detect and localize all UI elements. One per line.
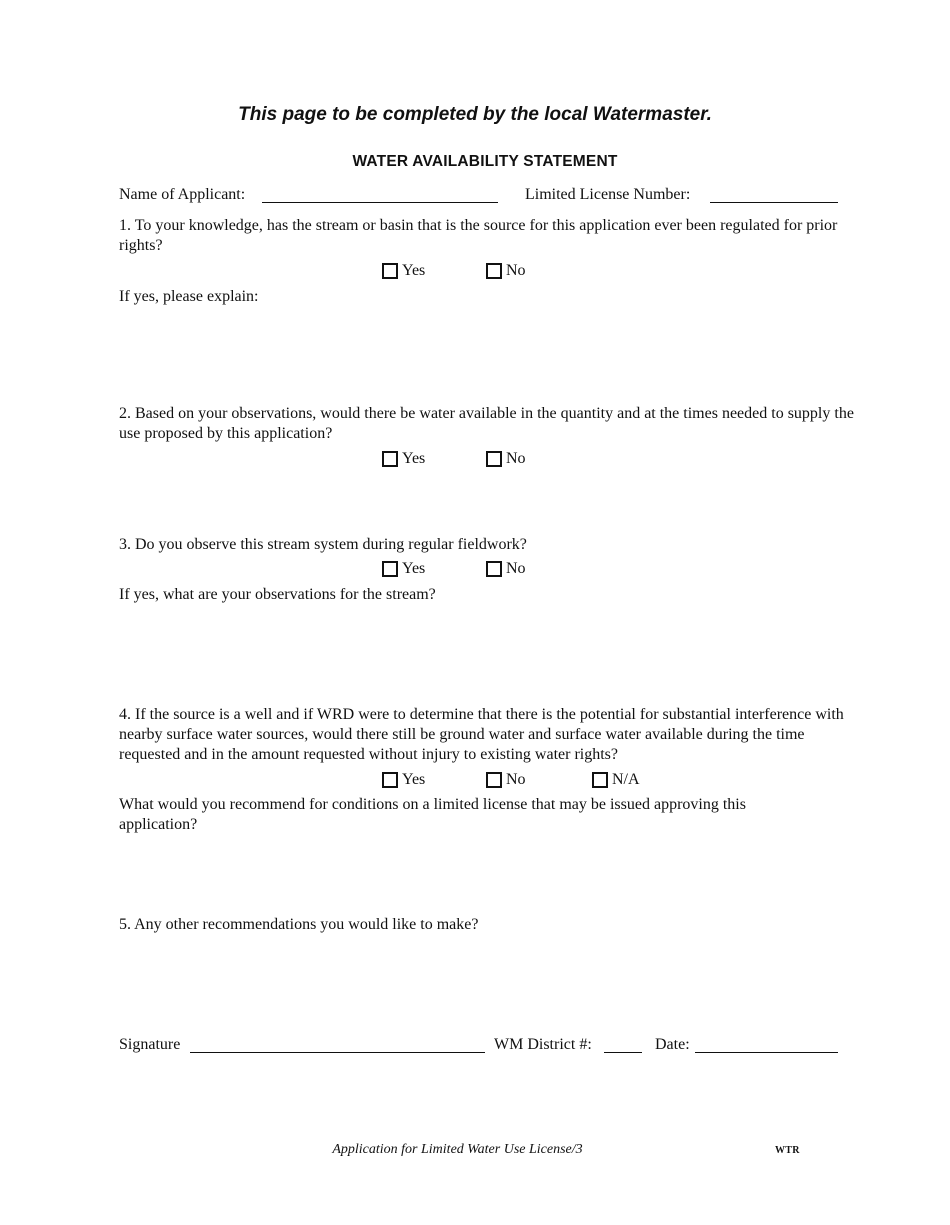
- question-1-text: 1. To your knowledge, has the stream or basin that is the source for this application ever been regulated for prior rights?: [119, 217, 838, 254]
- q2-yes-label: Yes: [402, 450, 426, 467]
- district-label: WM District #:: [494, 1036, 592, 1053]
- q3-yes-checkbox[interactable]: [382, 561, 398, 577]
- q1-yes-checkbox[interactable]: [382, 263, 398, 279]
- q1-explain-label: If yes, please explain:: [119, 288, 259, 305]
- q4-yes-label: Yes: [402, 771, 426, 788]
- applicant-name-field[interactable]: [262, 202, 498, 203]
- q4-no-option[interactable]: [486, 770, 526, 790]
- q2-no-option[interactable]: [486, 449, 526, 469]
- date-field[interactable]: [695, 1052, 838, 1053]
- applicant-name-label: Name of Applicant:: [119, 186, 246, 203]
- q3-yes-label: Yes: [402, 560, 426, 577]
- q4-na-option[interactable]: [592, 770, 640, 790]
- q1-yes-option[interactable]: [382, 261, 425, 281]
- q4-na-label: N/A: [612, 771, 640, 788]
- question-2-text: 2. Based on your observations, would there be water available in the quantity and at the times needed to supply the use proposed by this application?: [119, 405, 854, 442]
- q2-no-checkbox[interactable]: [486, 451, 502, 467]
- license-number-field[interactable]: [710, 202, 838, 203]
- q4-no-label: No: [506, 771, 526, 788]
- q2-no-label: No: [506, 450, 526, 467]
- q1-no-label: No: [506, 262, 526, 279]
- q2-yes-checkbox[interactable]: [382, 451, 398, 467]
- q4-na-checkbox[interactable]: [592, 772, 608, 788]
- q1-no-checkbox[interactable]: [486, 263, 502, 279]
- q3-no-option[interactable]: [486, 559, 526, 579]
- q3-yes-option[interactable]: [382, 559, 425, 579]
- question-5-text: 5. Any other recommendations you would like to make?: [119, 916, 479, 933]
- footer-code: WTR: [775, 1145, 800, 1156]
- question-4-text: 4. If the source is a well and if WRD were to determine that there is the potential for substantial interference with nearby surface water sources, would there still be ground water and surface water available during the time requested and in the amount requested without injury to existing water rights?: [119, 706, 844, 763]
- q1-no-option[interactable]: [486, 261, 526, 281]
- question-3-text: 3. Do you observe this stream system during regular fieldwork?: [119, 536, 527, 553]
- q3-no-label: No: [506, 560, 526, 577]
- signature-label: Signature: [119, 1036, 181, 1053]
- district-field[interactable]: [604, 1052, 642, 1053]
- q2-yes-option[interactable]: [382, 449, 425, 469]
- q4-no-checkbox[interactable]: [486, 772, 502, 788]
- q4-followup-label: What would you recommend for conditions on a limited license that may be issued approving this application?: [119, 796, 746, 833]
- form-title: WATER AVAILABILITY STATEMENT: [352, 153, 618, 170]
- q3-no-checkbox[interactable]: [486, 561, 502, 577]
- signature-field[interactable]: [190, 1052, 485, 1053]
- q4-yes-option[interactable]: [382, 770, 425, 790]
- page-instruction: This page to be completed by the local Watermaster.: [238, 104, 712, 125]
- footer-form-title: Application for Limited Water Use License/3: [332, 1142, 583, 1157]
- date-label: Date:: [655, 1036, 690, 1053]
- license-number-label: Limited License Number:: [525, 186, 691, 203]
- q3-followup-label: If yes, what are your observations for the stream?: [119, 586, 436, 603]
- q1-yes-label: Yes: [402, 262, 426, 279]
- q4-yes-checkbox[interactable]: [382, 772, 398, 788]
